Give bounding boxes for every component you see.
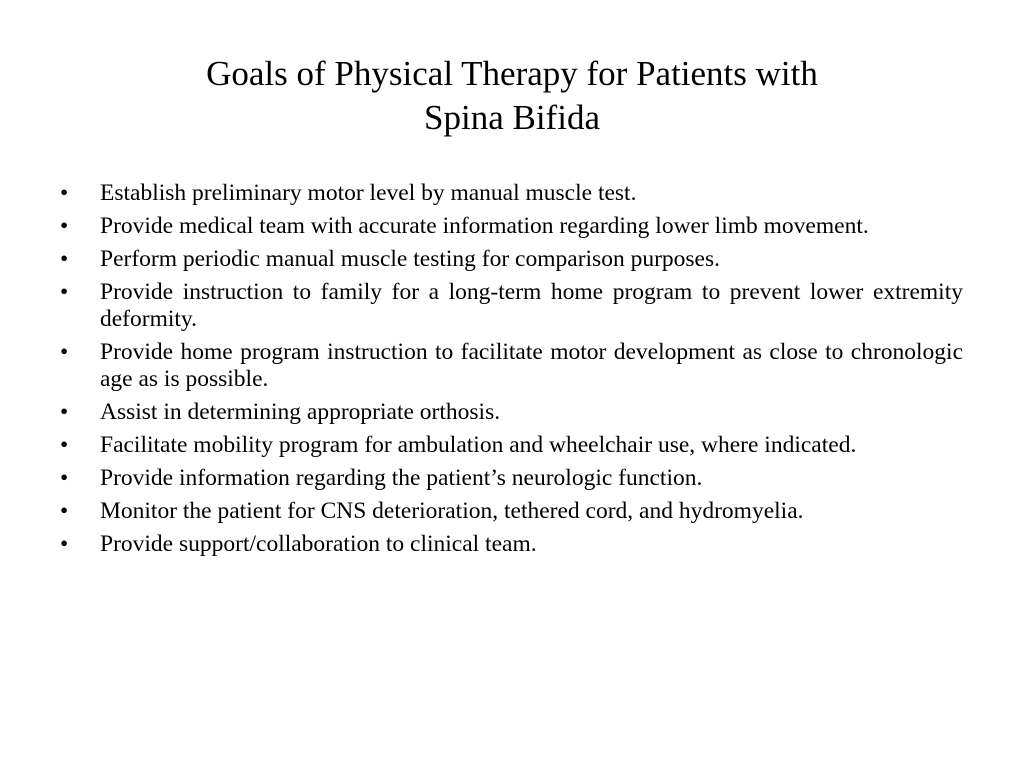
bullet-item xyxy=(56,246,963,273)
slide-title-line-2: Spina Bifida xyxy=(424,98,600,137)
bullet-item xyxy=(56,531,963,558)
bullet-text: • Monitor the patient for CNS deterioration, tethered cord, and hydromyelia. xyxy=(100,498,804,524)
bullet-text: • Assist in determining appropriate orthosis. xyxy=(100,399,501,425)
bullet-text: • Perform periodic manual muscle testing for comparison purposes. xyxy=(100,246,720,272)
bullet-item xyxy=(56,465,963,492)
bullet-text: • Provide home program instruction to facilitate motor development as close to chronologic age as is possible. xyxy=(100,339,963,392)
bullet-text: • Facilitate mobility program for ambulation and wheelchair use, where indicated. xyxy=(100,432,857,458)
bullet-item xyxy=(56,432,963,459)
slide-title-line-1: Goals of Physical Therapy for Patients with xyxy=(206,54,818,93)
bullet-item xyxy=(56,213,963,240)
bullet-item xyxy=(56,180,963,207)
bullet-item xyxy=(56,279,963,333)
bullet-item xyxy=(56,399,963,426)
bullet-text: • Provide medical team with accurate information regarding lower limb movement. xyxy=(100,213,869,239)
bullet-item xyxy=(56,339,963,393)
bullet-text: • Provide support/collaboration to clinical team. xyxy=(100,531,537,557)
bullet-list xyxy=(56,180,963,564)
bullet-item xyxy=(56,498,963,525)
bullet-text: • Provide information regarding the patient’s neurologic function. xyxy=(100,465,703,491)
bullet-text: • Provide instruction to family for a long-term home program to prevent lower extremity deformity. xyxy=(100,279,963,332)
slide-title xyxy=(112,52,912,140)
bullet-text: • Establish preliminary motor level by manual muscle test. xyxy=(100,180,637,206)
